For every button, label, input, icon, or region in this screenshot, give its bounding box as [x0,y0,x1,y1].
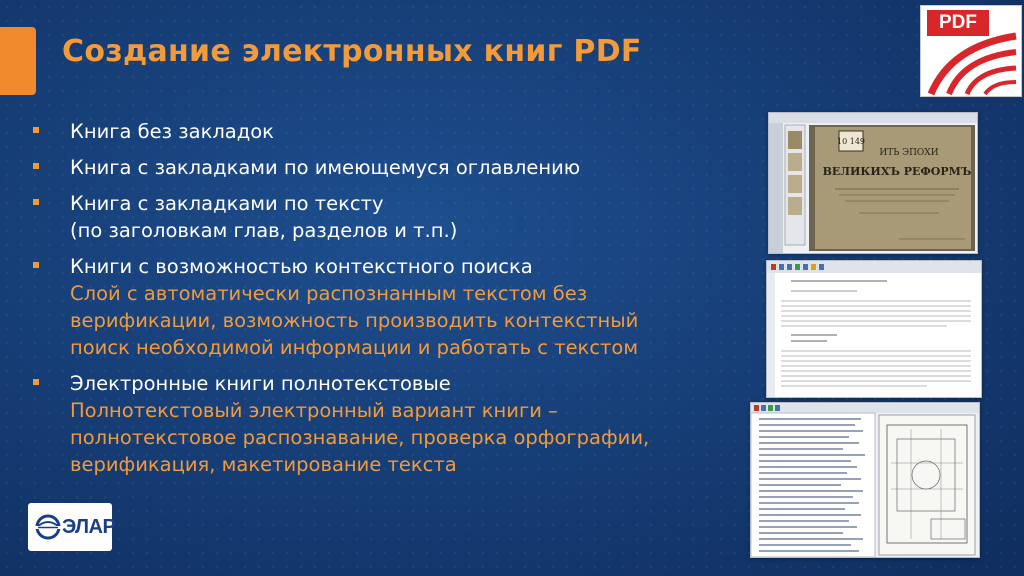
list-item [30,253,760,361]
bullet-subtext: полнотекстовое распознавание, проверка орфографии, [70,426,650,449]
bookmarks-drawing-screenshot [750,402,980,558]
slide-title: Создание электронных книг PDF [62,34,642,69]
bullet-text: Книга без закладок [70,120,274,143]
bullet-subtext: Слой с автоматически распознанным текстом без [70,282,588,305]
book-shelfmark: 10 149 [837,137,865,146]
bullet-text: Книга с закладками по имеющемуся оглавлению [70,156,581,179]
bullet-marker [33,379,39,385]
book-cover-screenshot [768,112,978,254]
elar-logo [28,503,116,551]
bullet-marker [33,163,39,169]
list-item [30,154,760,181]
bullet-text: Книга с закладками по тексту [70,192,384,215]
title-accent-bar [0,27,36,95]
bullet-marker [33,199,39,205]
bullet-marker [33,262,39,268]
pdf-logo [920,5,1022,97]
bullet-list [30,118,760,487]
pdf-logo-label: PDF [927,10,989,36]
bullet-subtext: верификации, возможность производить контекстный [70,309,639,332]
bullet-marker [33,127,39,133]
list-item [30,118,760,145]
bullet-subtext: верификация, макетирование текста [70,453,457,476]
elar-logo-text: ЭЛАР [62,516,116,538]
bullet-text: Электронные книги полнотекстовые [70,372,451,395]
bullet-text: (по заголовкам глав, разделов и т.п.) [70,219,458,242]
bullet-subtext: Полнотекстовый электронный вариант книги – [70,399,558,422]
bullet-subtext: поиск необходимой информации и работать с текстом [70,336,639,359]
bullet-text: Книги с возможностью контекстного поиска [70,255,533,278]
list-item [30,370,760,478]
book-title-line1: ИТЬ ЭПОХИ [879,148,939,158]
list-item [30,190,760,244]
book-title-line2: ВЕЛИКИХЪ РЕФОРМЪ [822,165,972,178]
document-page-screenshot [766,260,982,398]
